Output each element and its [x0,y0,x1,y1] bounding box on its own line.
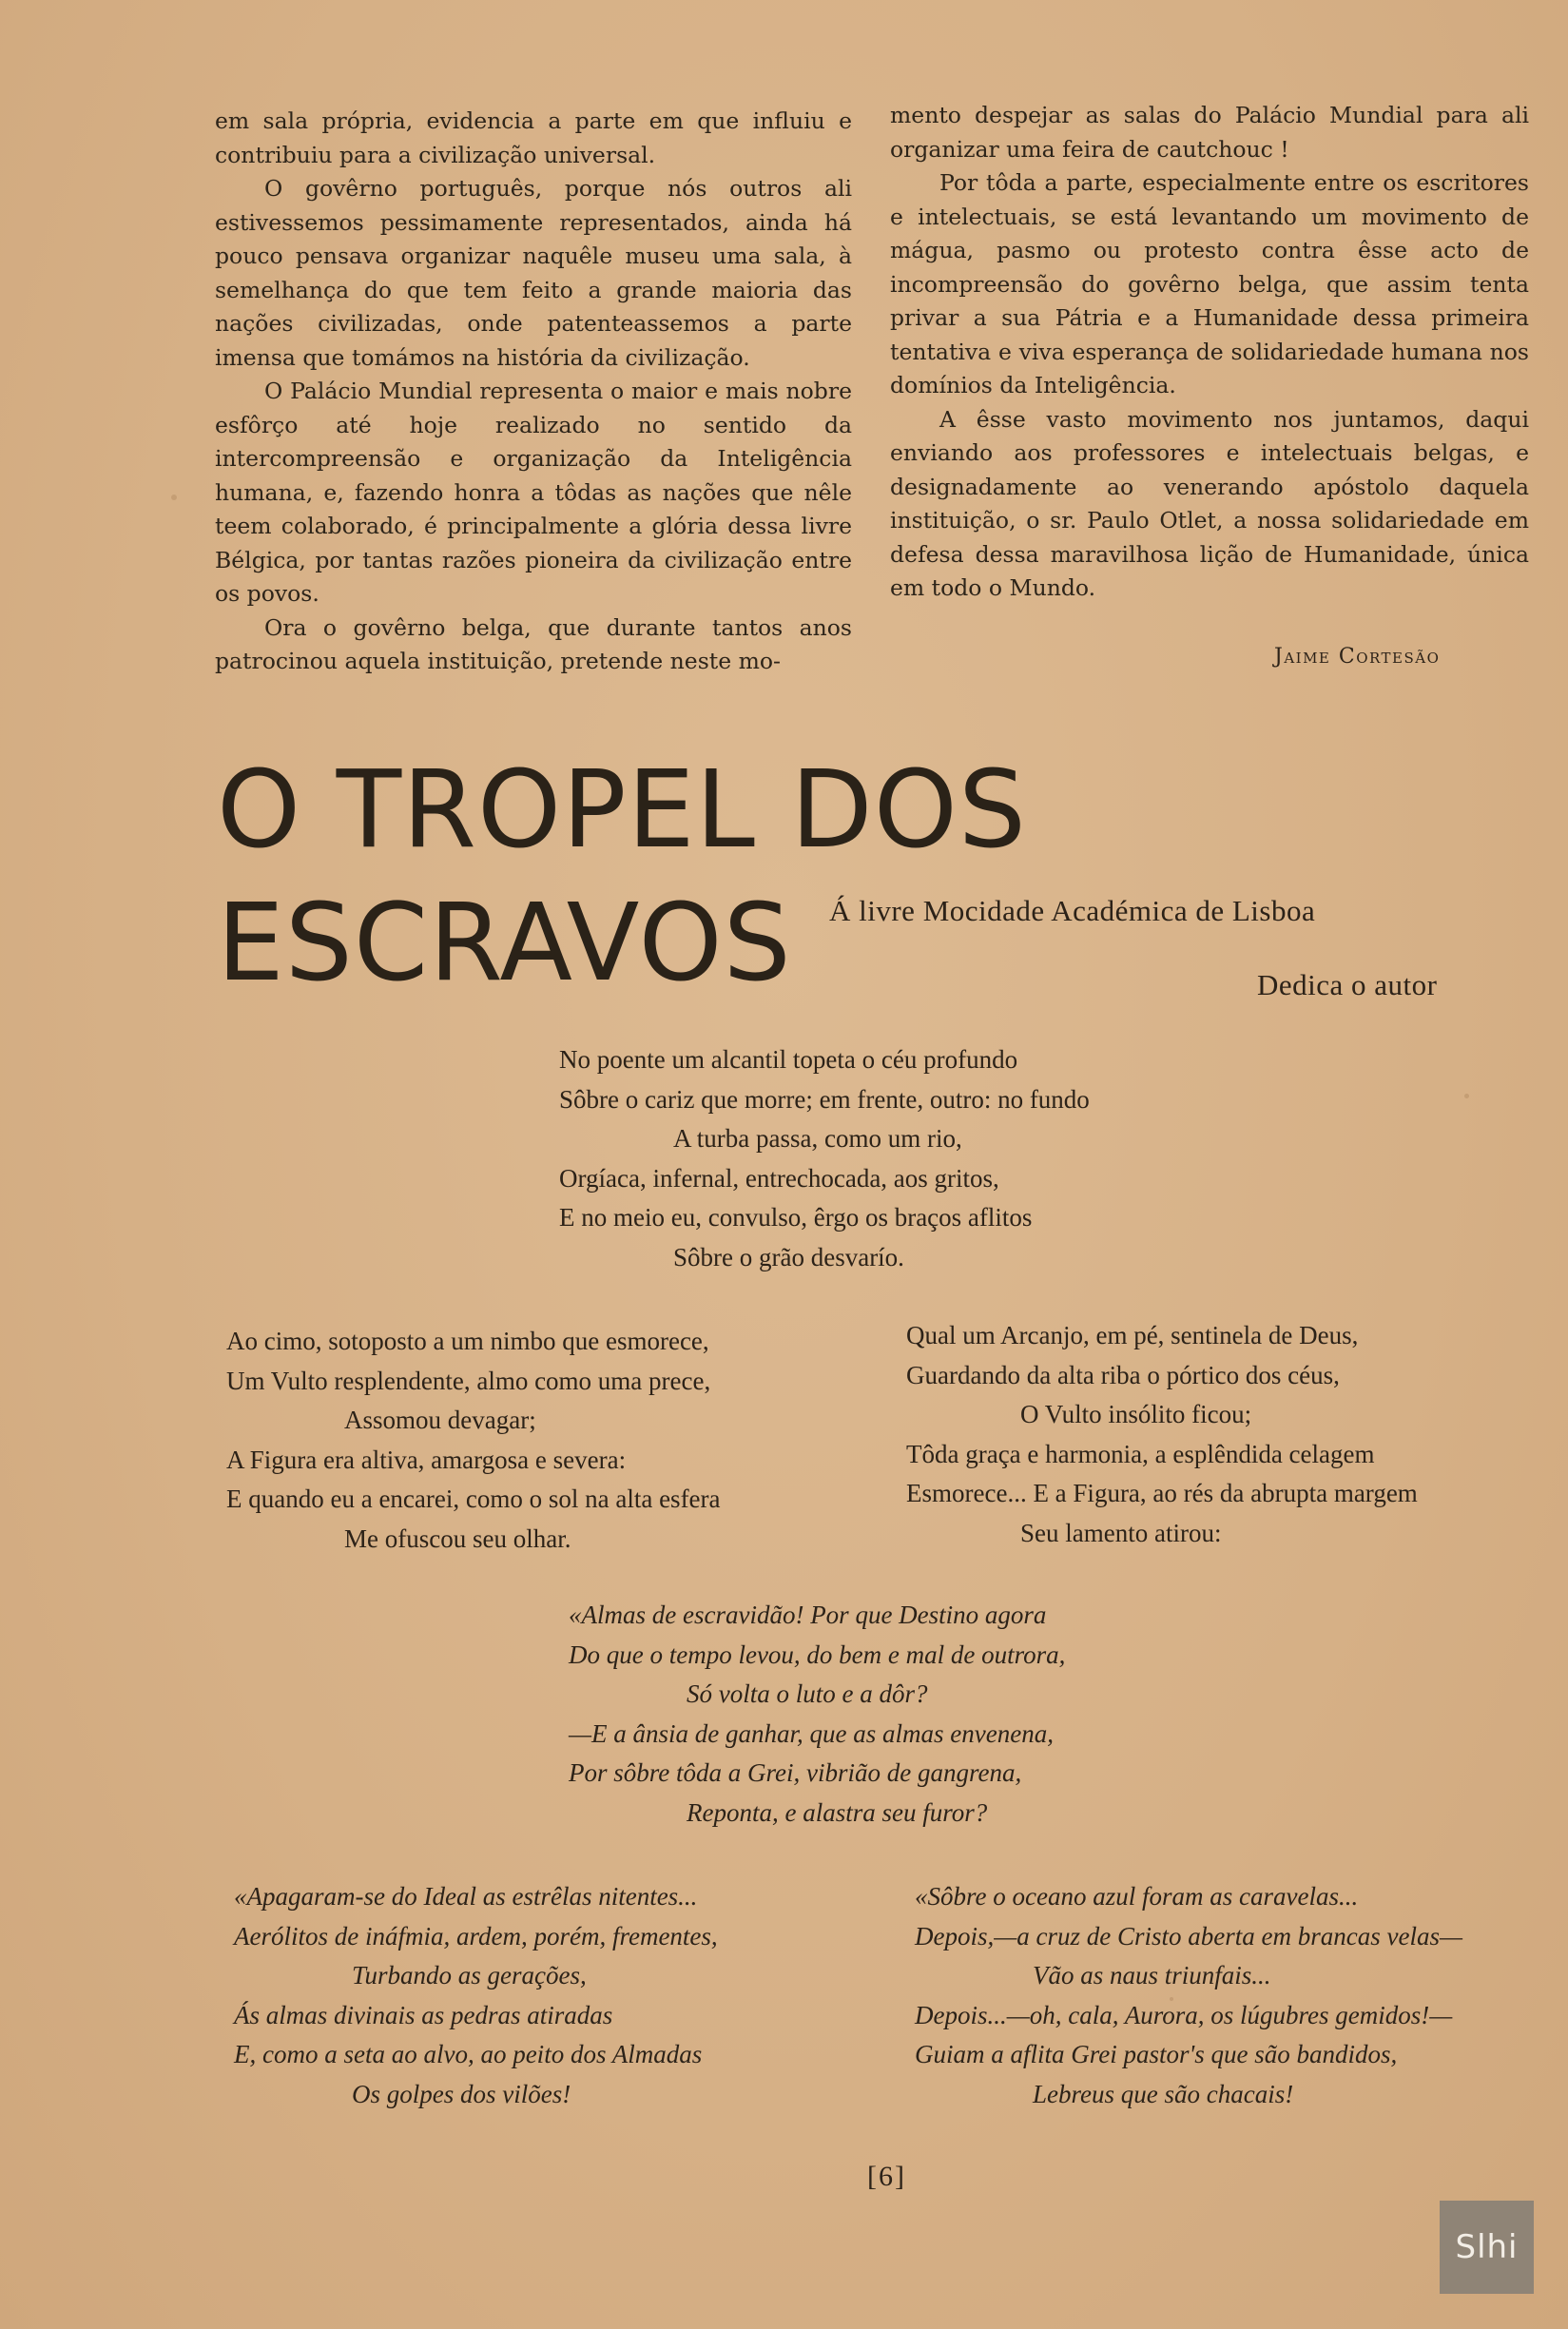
verse-line: Do que o tempo levou, do bem e mal de outrora, [569,1640,1066,1669]
poem-stanza-intro [559,1040,1090,1277]
verse-line: Turbando as gerações, [352,1961,587,1989]
article-signature: Jaime Cortesão [1274,645,1441,669]
verse-line: Um Vulto resplendente, almo como uma prece, [226,1366,711,1395]
verse-line: Seu lamento atirou: [1020,1518,1222,1547]
poem-stanza-bottom-left [234,1877,718,2114]
verse-line: Aerólitos de ináfmia, ardem, porém, frementes, [234,1921,718,1951]
verse-line: «Sôbre o oceano azul foram as caravelas... [915,1882,1359,1911]
verse-line: O Vulto insólito ficou; [1020,1400,1252,1428]
verse-line: E no meio eu, convulso, êrgo os braços aflitos [559,1203,1033,1232]
article-paragraph: O govêrno português, porque nós outros ali estivessemos pessimamente representados, ainda há pouco pensava organizar naquêle museu uma sala, à semelhança do que tem feito a grande maioria das nações civilizadas, onde patenteassemos a parte imensa que tomámos na história da civilização. [215,175,852,371]
verse-line: Esmorece... E a Figura, ao rés da abrupta margem [906,1479,1418,1507]
verse-line: Ás almas divinais as pedras atiradas [234,2000,613,2029]
verse-line: Assomou devagar; [344,1406,536,1434]
paper-stain [1464,1094,1469,1098]
article-paragraph: Ora o govêrno belga, que durante tantos anos patrocinou aquela instituição, pretende neste mo- [215,613,852,674]
verse-line: Por sôbre tôda a Grei, vibrião de gangrena, [569,1758,1022,1787]
article-paragraph: Por tôda a parte, especialmente entre os escritores e intelectuais, se está levantando um movimento de mágua, pasmo ou protesto contra êsse acto de incompreensão do govêrno belga, que assim tenta privar a sua Pátria e a Humanidade dessa primeira tentativa e viva esperança de solidariedade humana nos domínios da Inteligência. [890,169,1529,398]
verse-line: Os golpes dos vilões! [352,2079,571,2108]
verse-line: Orgíaca, infernal, entrechocada, aos gritos, [559,1163,999,1193]
verse-line: Me ofuscou seu olhar. [344,1524,571,1553]
article-paragraph: mento despejar as salas do Palácio Mundial para ali organizar uma feira de cautchouc ! [890,102,1529,163]
verse-line: A Figura era altiva, amargosa e severa: [226,1445,627,1474]
verse-line: «Apagaram-se do Ideal as estrêlas nitentes... [234,1882,698,1911]
paper-stain [171,495,177,500]
poem-dedication-author: Dedica o autor [1257,968,1438,1001]
verse-line: A turba passa, como um rio, [673,1124,962,1153]
verse-line: Qual um Arcanjo, em pé, sentinela de Deus, [906,1321,1359,1349]
article-left-column [215,105,852,679]
verse-line: Vão as naus triunfais... [1033,1961,1271,1989]
verse-line: «Almas de escravidão! Por que Destino agora [569,1601,1047,1629]
verse-line: Guardando da alta riba o pórtico dos céus, [906,1360,1340,1389]
verse-line: E quando eu a encarei, como o sol na alta esfera [226,1485,721,1513]
verse-line: Só volta o luto e a dôr? [687,1679,928,1708]
poem-title: O TROPEL DOS ESCRAVOS [217,748,1027,1005]
verse-line: Reponta, e alastra seu furor? [687,1797,988,1827]
poem-stanza-bottom-right [915,1877,1462,2114]
page-number: [6] [867,2161,906,2192]
verse-line: E, como a seta ao alvo, ao peito dos Almadas [234,2040,703,2068]
poem-stanza-quote [569,1596,1065,1833]
article-paragraph: A êsse vasto movimento nos juntamos, daqui enviando aos professores e intelectuais belgas, e designadamente ao venerando apóstolo daquela instituição, o sr. Paulo Otlet, a nossa solidariedade em defesa dessa maravilhosa lição de Humanidade, única em todo o Mundo. [890,405,1529,601]
poem-stanza-left [226,1322,721,1559]
article-paragraph: em sala própria, evidencia a parte em que influiu e contribuiu para a civilização universal. [215,107,852,168]
article-right-column [890,99,1529,606]
verse-line: Tôda graça e harmonia, a esplêndida celagem [906,1439,1375,1468]
verse-line: Lebreus que são chacais! [1033,2079,1294,2108]
verse-line: Sôbre o cariz que morre; em frente, outro: no fundo [559,1084,1090,1114]
poem-stanza-right [906,1316,1418,1553]
verse-line: Depois...—oh, cala, Aurora, os lúgubres gemidos!— [915,2000,1453,2029]
poem-dedication: Á livre Mocidade Académica de Lisboa [829,894,1316,927]
library-watermark-logo [1440,2201,1534,2294]
verse-line: No poente um alcantil topeta o céu profundo [559,1045,1018,1074]
watermark-text: Slhi [1455,2228,1519,2266]
verse-line: Sôbre o grão desvarío. [673,1242,904,1271]
verse-line: Depois,—a cruz de Cristo aberta em brancas velas— [915,1921,1462,1951]
verse-line: —E a ânsia de ganhar, que as almas envenena, [569,1718,1054,1748]
article-paragraph: O Palácio Mundial representa o maior e mais nobre esfôrço até hoje realizado no sentido da intercompreensão e organização da Inteligência humana, e, fazendo honra a tôdas as nações que nêle teem colaborado, é principalmente a glória dessa livre Bélgica, por tantas razões pioneira da civilização entre os povos. [215,378,852,607]
verse-line: Ao cimo, sotoposto a um nimbo que esmorece, [226,1327,709,1355]
verse-line: Guiam a aflita Grei pastor's que são bandidos, [915,2040,1398,2068]
